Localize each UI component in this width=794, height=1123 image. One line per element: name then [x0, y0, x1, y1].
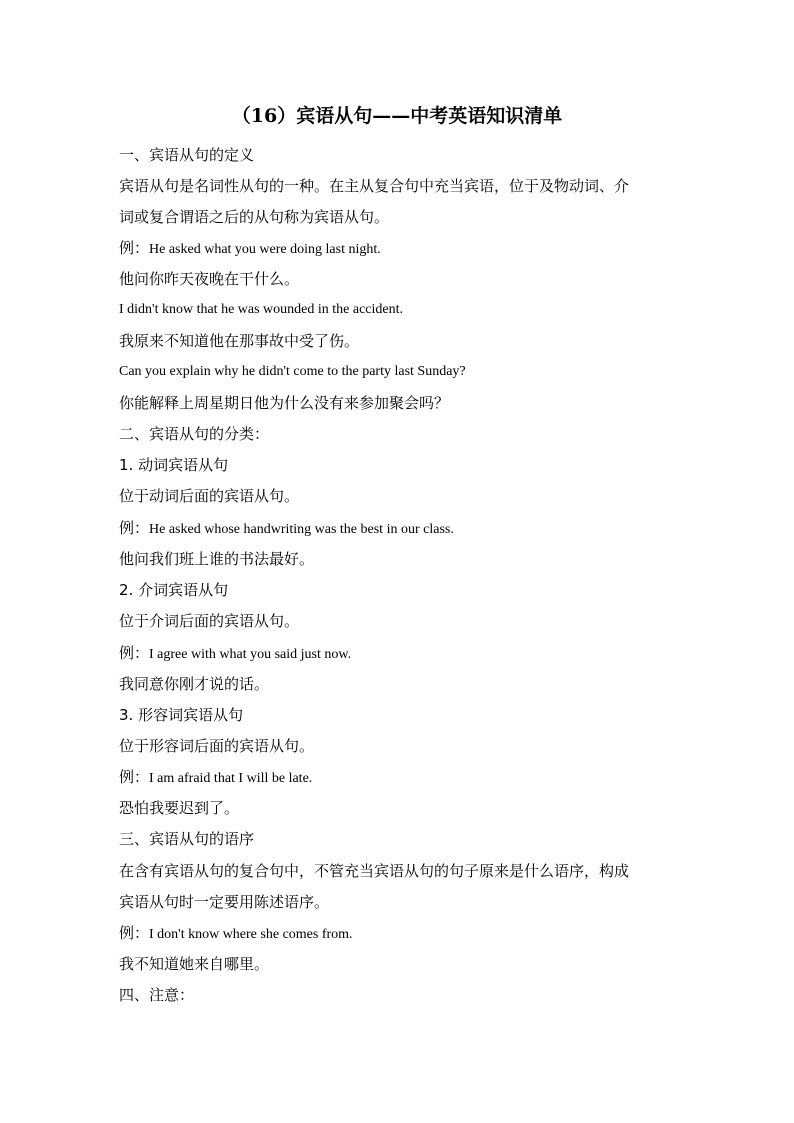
section-heading-word-order: 三、宾语从句的语序 [119, 830, 255, 848]
example-text: I don't know where she comes from. [149, 927, 353, 942]
subsection-heading-preposition: 2. 介词宾语从句 [119, 581, 229, 599]
example-sentence [119, 765, 312, 791]
example-text: He asked whose handwriting was the best in our class. [149, 522, 454, 537]
example-sentence [119, 516, 454, 542]
example-sentence [119, 236, 381, 262]
translation-line: 我同意你刚才说的话。 [119, 675, 270, 693]
example-sentence [119, 641, 351, 667]
example-prefix: 例： [119, 519, 150, 537]
translation-line: 他问你昨天夜晚在干什么。 [119, 270, 300, 288]
paragraph-line: 词或复合谓语之后的从句称为宾语从句。 [119, 208, 390, 226]
document-title: （16）宾语从句——中考英语知识清单 [231, 105, 563, 127]
paragraph-line: 位于动词后面的宾语从句。 [119, 487, 300, 505]
subsection-heading-verb: 1. 动词宾语从句 [119, 456, 229, 474]
example-text: I am afraid that I will be late. [149, 771, 313, 786]
subsection-heading-adjective: 3. 形容词宾语从句 [119, 706, 244, 724]
translation-line: 我原来不知道他在那事故中受了伤。 [119, 332, 360, 350]
example-text: He asked what you were doing last night. [149, 242, 381, 257]
paragraph-line: 位于介词后面的宾语从句。 [119, 612, 300, 630]
paragraph-line: 在含有宾语从句的复合句中，不管充当宾语从句的句子原来是什么语序，构成 [119, 862, 630, 880]
translation-line: 他问我们班上谁的书法最好。 [119, 550, 315, 568]
translation-line: 我不知道她来自哪里。 [119, 955, 270, 973]
translation-line: 你能解释上周星期日他为什么没有来参加聚会吗？ [119, 394, 450, 412]
example-prefix: 例： [119, 644, 150, 662]
translation-line: 恐怕我要迟到了。 [119, 799, 240, 817]
paragraph-line: 宾语从句时一定要用陈述语序。 [119, 893, 330, 911]
example-prefix: 例： [119, 768, 150, 786]
example-prefix: 例： [119, 239, 150, 257]
section-heading-definition: 一、宾语从句的定义 [119, 146, 255, 164]
example-prefix: 例： [119, 924, 150, 942]
example-text: I agree with what you said just now. [149, 647, 352, 662]
example-sentence [119, 921, 353, 947]
example-sentence: I didn't know that he was wounded in the accident. [119, 302, 404, 317]
example-sentence: Can you explain why he didn't come to the party last Sunday? [119, 364, 466, 379]
paragraph-line: 位于形容词后面的宾语从句。 [119, 737, 315, 755]
paragraph-line: 宾语从句是名词性从句的一种。在主从复合句中充当宾语，位于及物动词、介 [119, 177, 630, 195]
section-heading-notes: 四、注意： [119, 986, 195, 1004]
section-heading-classification: 二、宾语从句的分类： [119, 425, 270, 443]
